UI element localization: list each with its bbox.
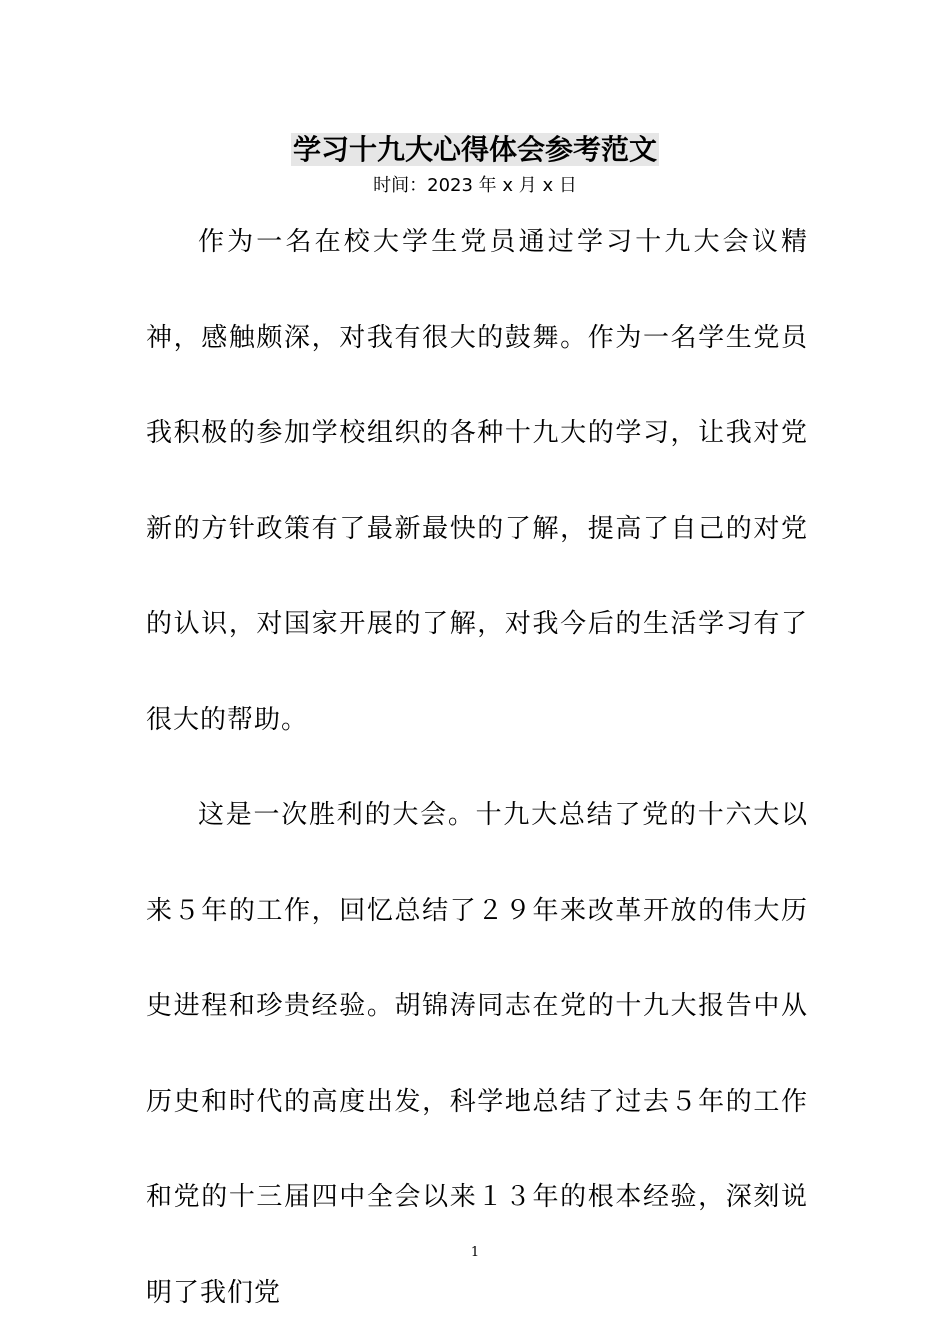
document-title <box>0 130 950 170</box>
document-body <box>146 195 808 1341</box>
paragraph-1: 作为一名在校大学生党员通过学习十九大会议精神，感触颇深，对我有很大的鼓舞。作为一名学生党员我积极的参加学校组织的各种十九大的学习，让我对党新的方针政策有了最新最快的了解，提高了自己的对党的认识，对国家开展的了解，对我今后的生活学习有了很大的帮助。 <box>146 227 808 735</box>
date-line: 时间：2023 年 x 月 x 日 <box>373 175 577 196</box>
page-number: 1 <box>470 1245 480 1260</box>
document-title-text: 学习十九大心得体会参考范文 <box>292 133 657 166</box>
paragraph-2: 这是一次胜利的大会。十九大总结了党的十六大以来５年的工作，回忆总结了２９年来改革开放的伟大历史进程和珍贵经验。胡锦涛同志在党的十九大报告中从历史和时代的高度出发，科学地总结了过去５年的工作和党的十三届四中全会以来１３年的根本经验，深刻说明了我们党 <box>146 800 808 1308</box>
